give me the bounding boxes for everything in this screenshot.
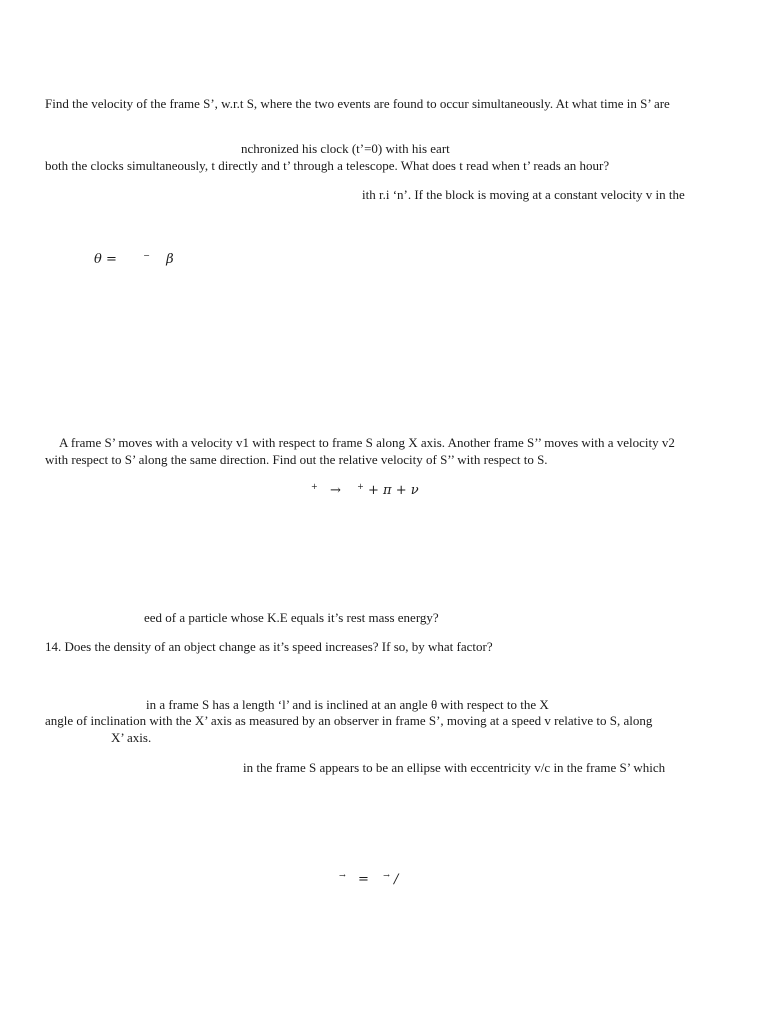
question-line: both the clocks simultaneously, t directly and t’ through a telescope. What does t read when t’ reads an hour? (45, 158, 610, 173)
equation-rest: / (394, 872, 399, 887)
equation-superscript: → (339, 871, 346, 880)
equation-reaction (311, 483, 419, 500)
question-line: in the frame S appears to be an ellipse with eccentricity v/c in the frame S’ which (243, 760, 666, 775)
equation-superscript: + (357, 482, 364, 491)
question-line: A frame S’ moves with a velocity v1 with respect to frame S along X axis. Another frame S’’ moves with a velocity v2 (59, 435, 675, 450)
equation-rhs: β (166, 252, 174, 267)
question-line: in a frame S has a length ‘l’ and is inclined at an angle θ with respect to the X (146, 697, 549, 712)
equation-rest: + π + ν (368, 483, 419, 498)
question-line: ith r.i ‘n’. If the block is moving at a constant velocity v in the (362, 187, 685, 202)
equation-lhs: θ = (94, 252, 117, 267)
equation-superscript: − (143, 251, 150, 260)
question-line: with respect to S’ along the same direction. Find out the relative velocity of S’’ with respect to S. (45, 452, 548, 467)
question-line: eed of a particle whose K.E equals it’s rest mass energy? (144, 610, 439, 625)
question-line: angle of inclination with the X’ axis as measured by an observer in frame S’, moving at a speed v relative to S, along (45, 713, 653, 728)
question-line: 14. Does the density of an object change as it’s speed increases? If so, by what factor? (45, 639, 493, 654)
equation-arrow: → (329, 483, 341, 498)
equation-superscript: → (383, 871, 390, 880)
equation-theta (94, 252, 174, 269)
equation-superscript: + (311, 482, 318, 491)
question-line: Find the velocity of the frame S’, w.r.t S, where the two events are found to occur simultaneously. At what time in S’ are (45, 96, 670, 111)
question-line: nchronized his clock (t’=0) with his eart (241, 141, 450, 156)
equation-equals: = (357, 872, 369, 887)
question-line: X’ axis. (111, 730, 152, 745)
equation-ratio (339, 872, 398, 889)
